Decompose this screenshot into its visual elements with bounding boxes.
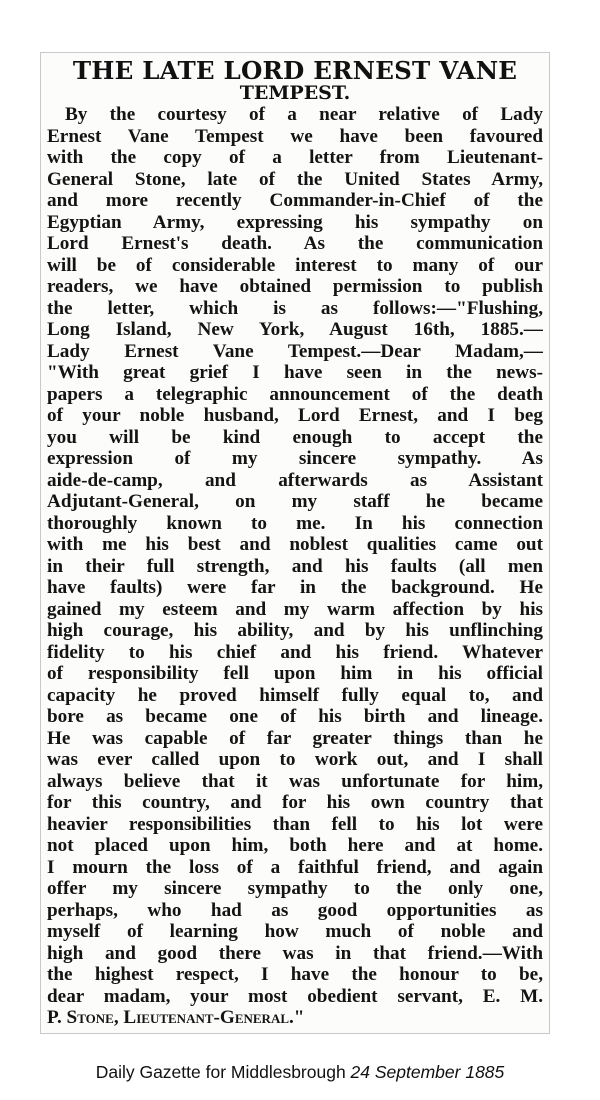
body-line: was ever called upon to work out, and I shall [47, 749, 543, 770]
body-line: gained my esteem and my warm affection by his [47, 598, 543, 620]
body-line: Egyptian Army, expressing his sympathy on [47, 211, 543, 233]
body-line: dear madam, your most obedient servant, E. M. [47, 985, 543, 1007]
newspaper-clipping [40, 52, 550, 1034]
body-line: in their full strength, and his faults (all men [47, 555, 543, 577]
body-line: not placed upon him, both here and at home. [47, 835, 543, 856]
caption-date: 24 September 1885 [350, 1062, 505, 1082]
body-line: perhaps, who had as good opportunities as [47, 899, 543, 921]
body-line: the highest respect, I have the honour to be, [47, 964, 543, 985]
article-headline: THE LATE LORD ERNEST VANE [72, 56, 518, 85]
body-line: "With great grief I have seen in the news- [47, 362, 543, 383]
body-line: Adjutant-General, on my staff he became [47, 491, 543, 512]
body-line: aide-de-camp, and afterwards as Assistant [47, 469, 543, 491]
article-subheadline: TEMPEST. [239, 82, 351, 104]
body-line: will be of considerable interest to many of our [47, 254, 543, 276]
signature-line: P. Stone, Lieutenant-General." [47, 1007, 305, 1028]
body-line: capacity he proved himself fully equal to, and [47, 684, 543, 706]
body-line: for this country, and for his own country that [47, 792, 543, 813]
article-body [47, 104, 543, 1029]
body-line: high courage, his ability, and by his unflinching [47, 620, 543, 641]
body-line: Long Island, New York, August 16th, 1885.— [47, 319, 543, 340]
body-line: By the courtesy of a near relative of Lady [65, 104, 543, 125]
body-line: high and good there was in that friend.—With [47, 942, 543, 964]
body-line: heavier responsibilities than fell to his lot were [47, 813, 543, 835]
body-line: Lady Ernest Vane Tempest.—Dear Madam,— [47, 340, 543, 362]
body-line: with the copy of a letter from Lieutenant- [47, 147, 543, 168]
source-caption [0, 1062, 600, 1083]
body-line: myself of learning how much of noble and [47, 921, 543, 942]
caption-source: Daily Gazette for Middlesbrough [95, 1062, 351, 1082]
body-line: General Stone, late of the United States Army, [47, 168, 543, 190]
body-line: and more recently Commander-in-Chief of the [47, 190, 543, 211]
body-line: papers a telegraphic announcement of the death [47, 383, 543, 405]
body-line: readers, we have obtained permission to publish [47, 276, 543, 297]
body-line: with me his best and noblest qualities came out [47, 534, 543, 555]
body-line: have faults) were far in the background. He [47, 577, 543, 598]
body-line: of responsibility fell upon him in his official [47, 663, 543, 684]
body-line: the letter, which is as follows:—"Flushing, [47, 297, 543, 319]
body-line: Ernest Vane Tempest we have been favoured [47, 125, 543, 147]
body-line: offer my sincere sympathy to the only one, [47, 878, 543, 899]
body-line: I mourn the loss of a faithful friend, and again [47, 856, 543, 878]
body-line: He was capable of far greater things than he [47, 727, 543, 749]
body-line: Lord Ernest's death. As the communication [47, 233, 543, 254]
body-line: always believe that it was unfortunate for him, [47, 770, 543, 792]
body-line: you will be kind enough to accept the [47, 426, 543, 448]
body-line: bore as became one of his birth and lineage. [47, 706, 543, 727]
body-line: expression of my sincere sympathy. As [47, 448, 543, 469]
body-line: of your noble husband, Lord Ernest, and I beg [47, 405, 543, 426]
body-line: fidelity to his chief and his friend. Whatever [47, 641, 543, 663]
body-line: thoroughly known to me. In his connection [47, 512, 543, 534]
